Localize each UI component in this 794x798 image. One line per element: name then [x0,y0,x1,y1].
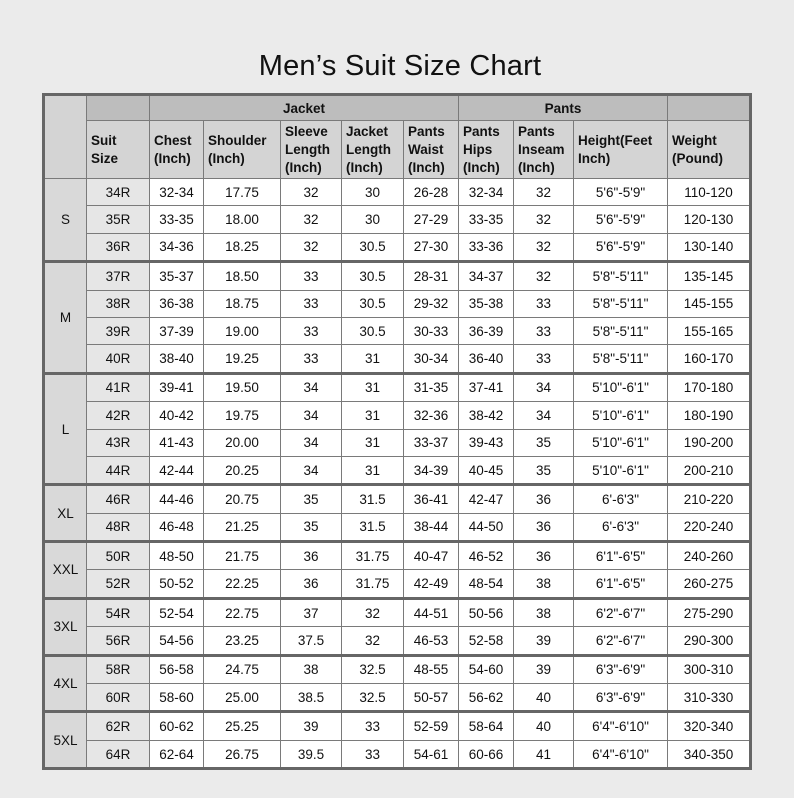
cell-weight: 120-130 [668,206,751,233]
cell-height: 6'1"-6'5" [574,570,668,598]
column-header-line: (Pound) [672,150,723,166]
corner-cell [44,95,87,179]
group-header-jacket: Jacket [150,95,459,121]
cell-suit-size: 54R [87,598,150,626]
column-header-line: (Inch) [208,150,245,166]
table-body [44,179,751,769]
cell-pants-hips: 44-50 [459,513,514,541]
cell-height: 5'6"-5'9" [574,233,668,261]
cell-jacket-length: 31 [342,373,404,401]
table-row [44,290,751,317]
cell-pants-hips: 40-45 [459,456,514,484]
cell-pants-hips: 33-35 [459,206,514,233]
column-header-line: Inch) [578,150,611,166]
table-row [44,655,751,683]
cell-suit-size: 39R [87,317,150,344]
column-header-line: Size [91,150,119,166]
group-header-blank [668,95,751,121]
cell-pants-inseam: 33 [514,345,574,373]
cell-height: 6'2"-6'7" [574,598,668,626]
column-header-line: Inseam [518,141,565,157]
cell-chest: 46-48 [150,513,204,541]
cell-pants-inseam: 39 [514,627,574,655]
cell-height: 5'8"-5'11" [574,345,668,373]
cell-jacket-length: 31 [342,429,404,456]
size-group-label: 3XL [44,598,87,655]
cell-pants-inseam: 33 [514,290,574,317]
cell-chest: 33-35 [150,206,204,233]
cell-weight: 210-220 [668,485,751,513]
cell-suit-size: 50R [87,542,150,570]
cell-jacket-length: 33 [342,740,404,768]
cell-pants-hips: 52-58 [459,627,514,655]
cell-pants-hips: 54-60 [459,655,514,683]
cell-pants-inseam: 35 [514,429,574,456]
group-header-pants: Pants [459,95,668,121]
cell-suit-size: 37R [87,262,150,290]
cell-sleeve-length: 34 [281,429,342,456]
cell-sleeve-length: 37 [281,598,342,626]
cell-shoulder: 23.25 [204,627,281,655]
cell-pants-waist: 36-41 [404,485,459,513]
cell-height: 5'10"-6'1" [574,429,668,456]
cell-shoulder: 21.25 [204,513,281,541]
cell-jacket-length: 31.5 [342,485,404,513]
cell-pants-inseam: 36 [514,513,574,541]
cell-shoulder: 19.75 [204,402,281,429]
column-header-line: (Inch) [463,159,500,175]
cell-chest: 60-62 [150,712,204,740]
column-header-line: Pants [408,123,445,139]
cell-chest: 56-58 [150,655,204,683]
column-header-line: Waist [408,141,444,157]
cell-chest: 38-40 [150,345,204,373]
cell-chest: 34-36 [150,233,204,261]
cell-chest: 42-44 [150,456,204,484]
column-header-line: Suit [91,132,117,148]
cell-jacket-length: 30 [342,179,404,206]
cell-shoulder: 21.75 [204,542,281,570]
cell-height: 5'6"-5'9" [574,179,668,206]
table-row [44,179,751,206]
cell-pants-hips: 60-66 [459,740,514,768]
table-row [44,402,751,429]
column-header-height [574,121,668,179]
cell-sleeve-length: 39.5 [281,740,342,768]
cell-suit-size: 48R [87,513,150,541]
cell-pants-waist: 28-31 [404,262,459,290]
cell-jacket-length: 32.5 [342,655,404,683]
column-header-weight [668,121,751,179]
cell-pants-inseam: 41 [514,740,574,768]
table-row [44,542,751,570]
cell-shoulder: 19.00 [204,317,281,344]
cell-pants-inseam: 34 [514,373,574,401]
column-header-line: Length [285,141,330,157]
cell-suit-size: 64R [87,740,150,768]
size-group-label: M [44,262,87,374]
cell-pants-waist: 44-51 [404,598,459,626]
column-header-line: Shoulder [208,132,267,148]
cell-chest: 54-56 [150,627,204,655]
cell-jacket-length: 33 [342,712,404,740]
size-group-label: S [44,179,87,262]
cell-weight: 145-155 [668,290,751,317]
column-header-sleeve-length [281,121,342,179]
cell-sleeve-length: 34 [281,373,342,401]
cell-pants-inseam: 32 [514,206,574,233]
cell-pants-inseam: 39 [514,655,574,683]
cell-sleeve-length: 32 [281,179,342,206]
cell-pants-waist: 52-59 [404,712,459,740]
cell-sleeve-length: 34 [281,456,342,484]
cell-suit-size: 43R [87,429,150,456]
cell-pants-waist: 40-47 [404,542,459,570]
cell-sleeve-length: 33 [281,317,342,344]
cell-pants-hips: 56-62 [459,684,514,712]
cell-shoulder: 22.75 [204,598,281,626]
cell-height: 6'4"-6'10" [574,740,668,768]
cell-pants-inseam: 34 [514,402,574,429]
cell-weight: 220-240 [668,513,751,541]
table-row [44,317,751,344]
table-row [44,233,751,261]
cell-pants-waist: 46-53 [404,627,459,655]
cell-suit-size: 60R [87,684,150,712]
cell-suit-size: 38R [87,290,150,317]
size-group-label: XXL [44,542,87,599]
table-row [44,513,751,541]
cell-pants-inseam: 32 [514,179,574,206]
cell-weight: 200-210 [668,456,751,484]
cell-pants-waist: 48-55 [404,655,459,683]
cell-shoulder: 25.00 [204,684,281,712]
table-row [44,570,751,598]
cell-chest: 48-50 [150,542,204,570]
cell-jacket-length: 32 [342,598,404,626]
cell-jacket-length: 30.5 [342,233,404,261]
cell-suit-size: 35R [87,206,150,233]
cell-pants-waist: 38-44 [404,513,459,541]
column-header-line: Weight [672,132,717,148]
cell-suit-size: 44R [87,456,150,484]
cell-sleeve-length: 36 [281,570,342,598]
cell-pants-waist: 30-34 [404,345,459,373]
cell-shoulder: 17.75 [204,179,281,206]
cell-chest: 44-46 [150,485,204,513]
cell-pants-waist: 33-37 [404,429,459,456]
size-group-label: L [44,373,87,485]
cell-weight: 180-190 [668,402,751,429]
cell-pants-inseam: 32 [514,233,574,261]
cell-pants-hips: 36-40 [459,345,514,373]
cell-weight: 135-145 [668,262,751,290]
cell-chest: 50-52 [150,570,204,598]
column-header-line: (Inch) [408,159,445,175]
size-group-label: 5XL [44,712,87,769]
cell-shoulder: 18.75 [204,290,281,317]
cell-pants-hips: 38-42 [459,402,514,429]
cell-pants-hips: 58-64 [459,712,514,740]
cell-weight: 110-120 [668,179,751,206]
cell-jacket-length: 30.5 [342,262,404,290]
cell-pants-inseam: 35 [514,456,574,484]
cell-shoulder: 18.00 [204,206,281,233]
column-header-chest [150,121,204,179]
cell-jacket-length: 31.75 [342,570,404,598]
cell-jacket-length: 31 [342,456,404,484]
cell-pants-hips: 37-41 [459,373,514,401]
cell-pants-waist: 50-57 [404,684,459,712]
table-row [44,262,751,290]
cell-pants-waist: 34-39 [404,456,459,484]
size-group-label: XL [44,485,87,542]
cell-pants-waist: 31-35 [404,373,459,401]
cell-shoulder: 24.75 [204,655,281,683]
cell-sleeve-length: 39 [281,712,342,740]
cell-shoulder: 20.75 [204,485,281,513]
cell-pants-hips: 32-34 [459,179,514,206]
cell-suit-size: 62R [87,712,150,740]
cell-suit-size: 56R [87,627,150,655]
column-header-line: Pants [518,123,555,139]
cell-shoulder: 22.25 [204,570,281,598]
cell-pants-inseam: 38 [514,598,574,626]
size-group-label: 4XL [44,655,87,712]
cell-weight: 320-340 [668,712,751,740]
column-header-line: (Inch) [518,159,555,175]
table-row [44,598,751,626]
cell-pants-inseam: 36 [514,542,574,570]
cell-chest: 37-39 [150,317,204,344]
cell-chest: 32-34 [150,179,204,206]
group-header-blank [87,95,150,121]
column-header-row [44,121,751,179]
column-header-line: (Inch) [346,159,383,175]
cell-chest: 58-60 [150,684,204,712]
cell-pants-hips: 35-38 [459,290,514,317]
cell-pants-hips: 39-43 [459,429,514,456]
cell-jacket-length: 30.5 [342,290,404,317]
cell-pants-waist: 30-33 [404,317,459,344]
column-header-line: Length [346,141,391,157]
table-row [44,345,751,373]
cell-weight: 190-200 [668,429,751,456]
cell-sleeve-length: 32 [281,233,342,261]
table-row [44,485,751,513]
cell-jacket-length: 32.5 [342,684,404,712]
cell-weight: 155-165 [668,317,751,344]
cell-height: 6'-6'3" [574,513,668,541]
cell-jacket-length: 31 [342,345,404,373]
cell-height: 6'-6'3" [574,485,668,513]
cell-suit-size: 40R [87,345,150,373]
cell-sleeve-length: 35 [281,513,342,541]
cell-chest: 62-64 [150,740,204,768]
column-header-pants-inseam [514,121,574,179]
cell-weight: 130-140 [668,233,751,261]
cell-sleeve-length: 33 [281,262,342,290]
table-row [44,429,751,456]
cell-pants-inseam: 32 [514,262,574,290]
cell-shoulder: 18.25 [204,233,281,261]
cell-suit-size: 36R [87,233,150,261]
cell-sleeve-length: 37.5 [281,627,342,655]
cell-shoulder: 20.25 [204,456,281,484]
cell-weight: 240-260 [668,542,751,570]
cell-pants-inseam: 40 [514,684,574,712]
cell-jacket-length: 31.5 [342,513,404,541]
cell-height: 5'6"-5'9" [574,206,668,233]
cell-weight: 260-275 [668,570,751,598]
cell-sleeve-length: 36 [281,542,342,570]
cell-weight: 160-170 [668,345,751,373]
cell-pants-waist: 32-36 [404,402,459,429]
cell-weight: 290-300 [668,627,751,655]
cell-chest: 52-54 [150,598,204,626]
cell-sleeve-length: 35 [281,485,342,513]
cell-pants-hips: 48-54 [459,570,514,598]
cell-weight: 170-180 [668,373,751,401]
cell-chest: 35-37 [150,262,204,290]
cell-height: 6'2"-6'7" [574,627,668,655]
column-header-line: Height(Feet [578,132,653,148]
table-row [44,684,751,712]
cell-chest: 36-38 [150,290,204,317]
cell-suit-size: 52R [87,570,150,598]
cell-pants-waist: 27-29 [404,206,459,233]
cell-shoulder: 19.25 [204,345,281,373]
cell-height: 6'3"-6'9" [574,655,668,683]
cell-suit-size: 41R [87,373,150,401]
cell-sleeve-length: 33 [281,290,342,317]
cell-height: 5'10"-6'1" [574,373,668,401]
cell-jacket-length: 30 [342,206,404,233]
group-header-row [44,95,751,121]
cell-sleeve-length: 38 [281,655,342,683]
table-row [44,712,751,740]
column-header-line: (Inch) [154,150,191,166]
column-header-pants-hips [459,121,514,179]
cell-pants-waist: 54-61 [404,740,459,768]
cell-shoulder: 20.00 [204,429,281,456]
cell-weight: 275-290 [668,598,751,626]
cell-pants-waist: 42-49 [404,570,459,598]
column-header-line: Pants [463,123,500,139]
cell-suit-size: 34R [87,179,150,206]
cell-height: 5'10"-6'1" [574,456,668,484]
cell-height: 6'1"-6'5" [574,542,668,570]
column-header-line: Jacket [346,123,389,139]
cell-weight: 340-350 [668,740,751,768]
cell-sleeve-length: 34 [281,402,342,429]
cell-pants-hips: 36-39 [459,317,514,344]
cell-shoulder: 25.25 [204,712,281,740]
table-row [44,373,751,401]
cell-height: 6'3"-6'9" [574,684,668,712]
cell-shoulder: 19.50 [204,373,281,401]
cell-suit-size: 46R [87,485,150,513]
cell-chest: 41-43 [150,429,204,456]
cell-pants-hips: 46-52 [459,542,514,570]
column-header-line: (Inch) [285,159,322,175]
column-header-line: Chest [154,132,192,148]
table-row [44,740,751,768]
cell-pants-inseam: 33 [514,317,574,344]
cell-height: 5'10"-6'1" [574,402,668,429]
table-row [44,206,751,233]
table-row [44,627,751,655]
cell-pants-waist: 29-32 [404,290,459,317]
cell-height: 5'8"-5'11" [574,262,668,290]
cell-suit-size: 58R [87,655,150,683]
cell-suit-size: 42R [87,402,150,429]
cell-jacket-length: 31 [342,402,404,429]
cell-shoulder: 18.50 [204,262,281,290]
column-header-line: Sleeve [285,123,328,139]
table-row [44,456,751,484]
column-header-line: Hips [463,141,493,157]
chart-title: Men’s Suit Size Chart [258,50,542,82]
column-header-shoulder [204,121,281,179]
cell-sleeve-length: 33 [281,345,342,373]
column-header-jacket-length [342,121,404,179]
size-chart-table [42,93,752,770]
cell-pants-waist: 26-28 [404,179,459,206]
cell-pants-waist: 27-30 [404,233,459,261]
cell-pants-hips: 42-47 [459,485,514,513]
cell-jacket-length: 32 [342,627,404,655]
cell-chest: 39-41 [150,373,204,401]
cell-pants-inseam: 40 [514,712,574,740]
cell-sleeve-length: 32 [281,206,342,233]
column-header-suit-size [87,121,150,179]
cell-pants-hips: 34-37 [459,262,514,290]
cell-height: 5'8"-5'11" [574,317,668,344]
cell-height: 5'8"-5'11" [574,290,668,317]
cell-pants-hips: 50-56 [459,598,514,626]
cell-pants-inseam: 38 [514,570,574,598]
cell-height: 6'4"-6'10" [574,712,668,740]
cell-shoulder: 26.75 [204,740,281,768]
cell-sleeve-length: 38.5 [281,684,342,712]
cell-chest: 40-42 [150,402,204,429]
cell-weight: 310-330 [668,684,751,712]
cell-weight: 300-310 [668,655,751,683]
cell-pants-hips: 33-36 [459,233,514,261]
cell-pants-inseam: 36 [514,485,574,513]
column-header-pants-waist [404,121,459,179]
cell-jacket-length: 30.5 [342,317,404,344]
cell-jacket-length: 31.75 [342,542,404,570]
